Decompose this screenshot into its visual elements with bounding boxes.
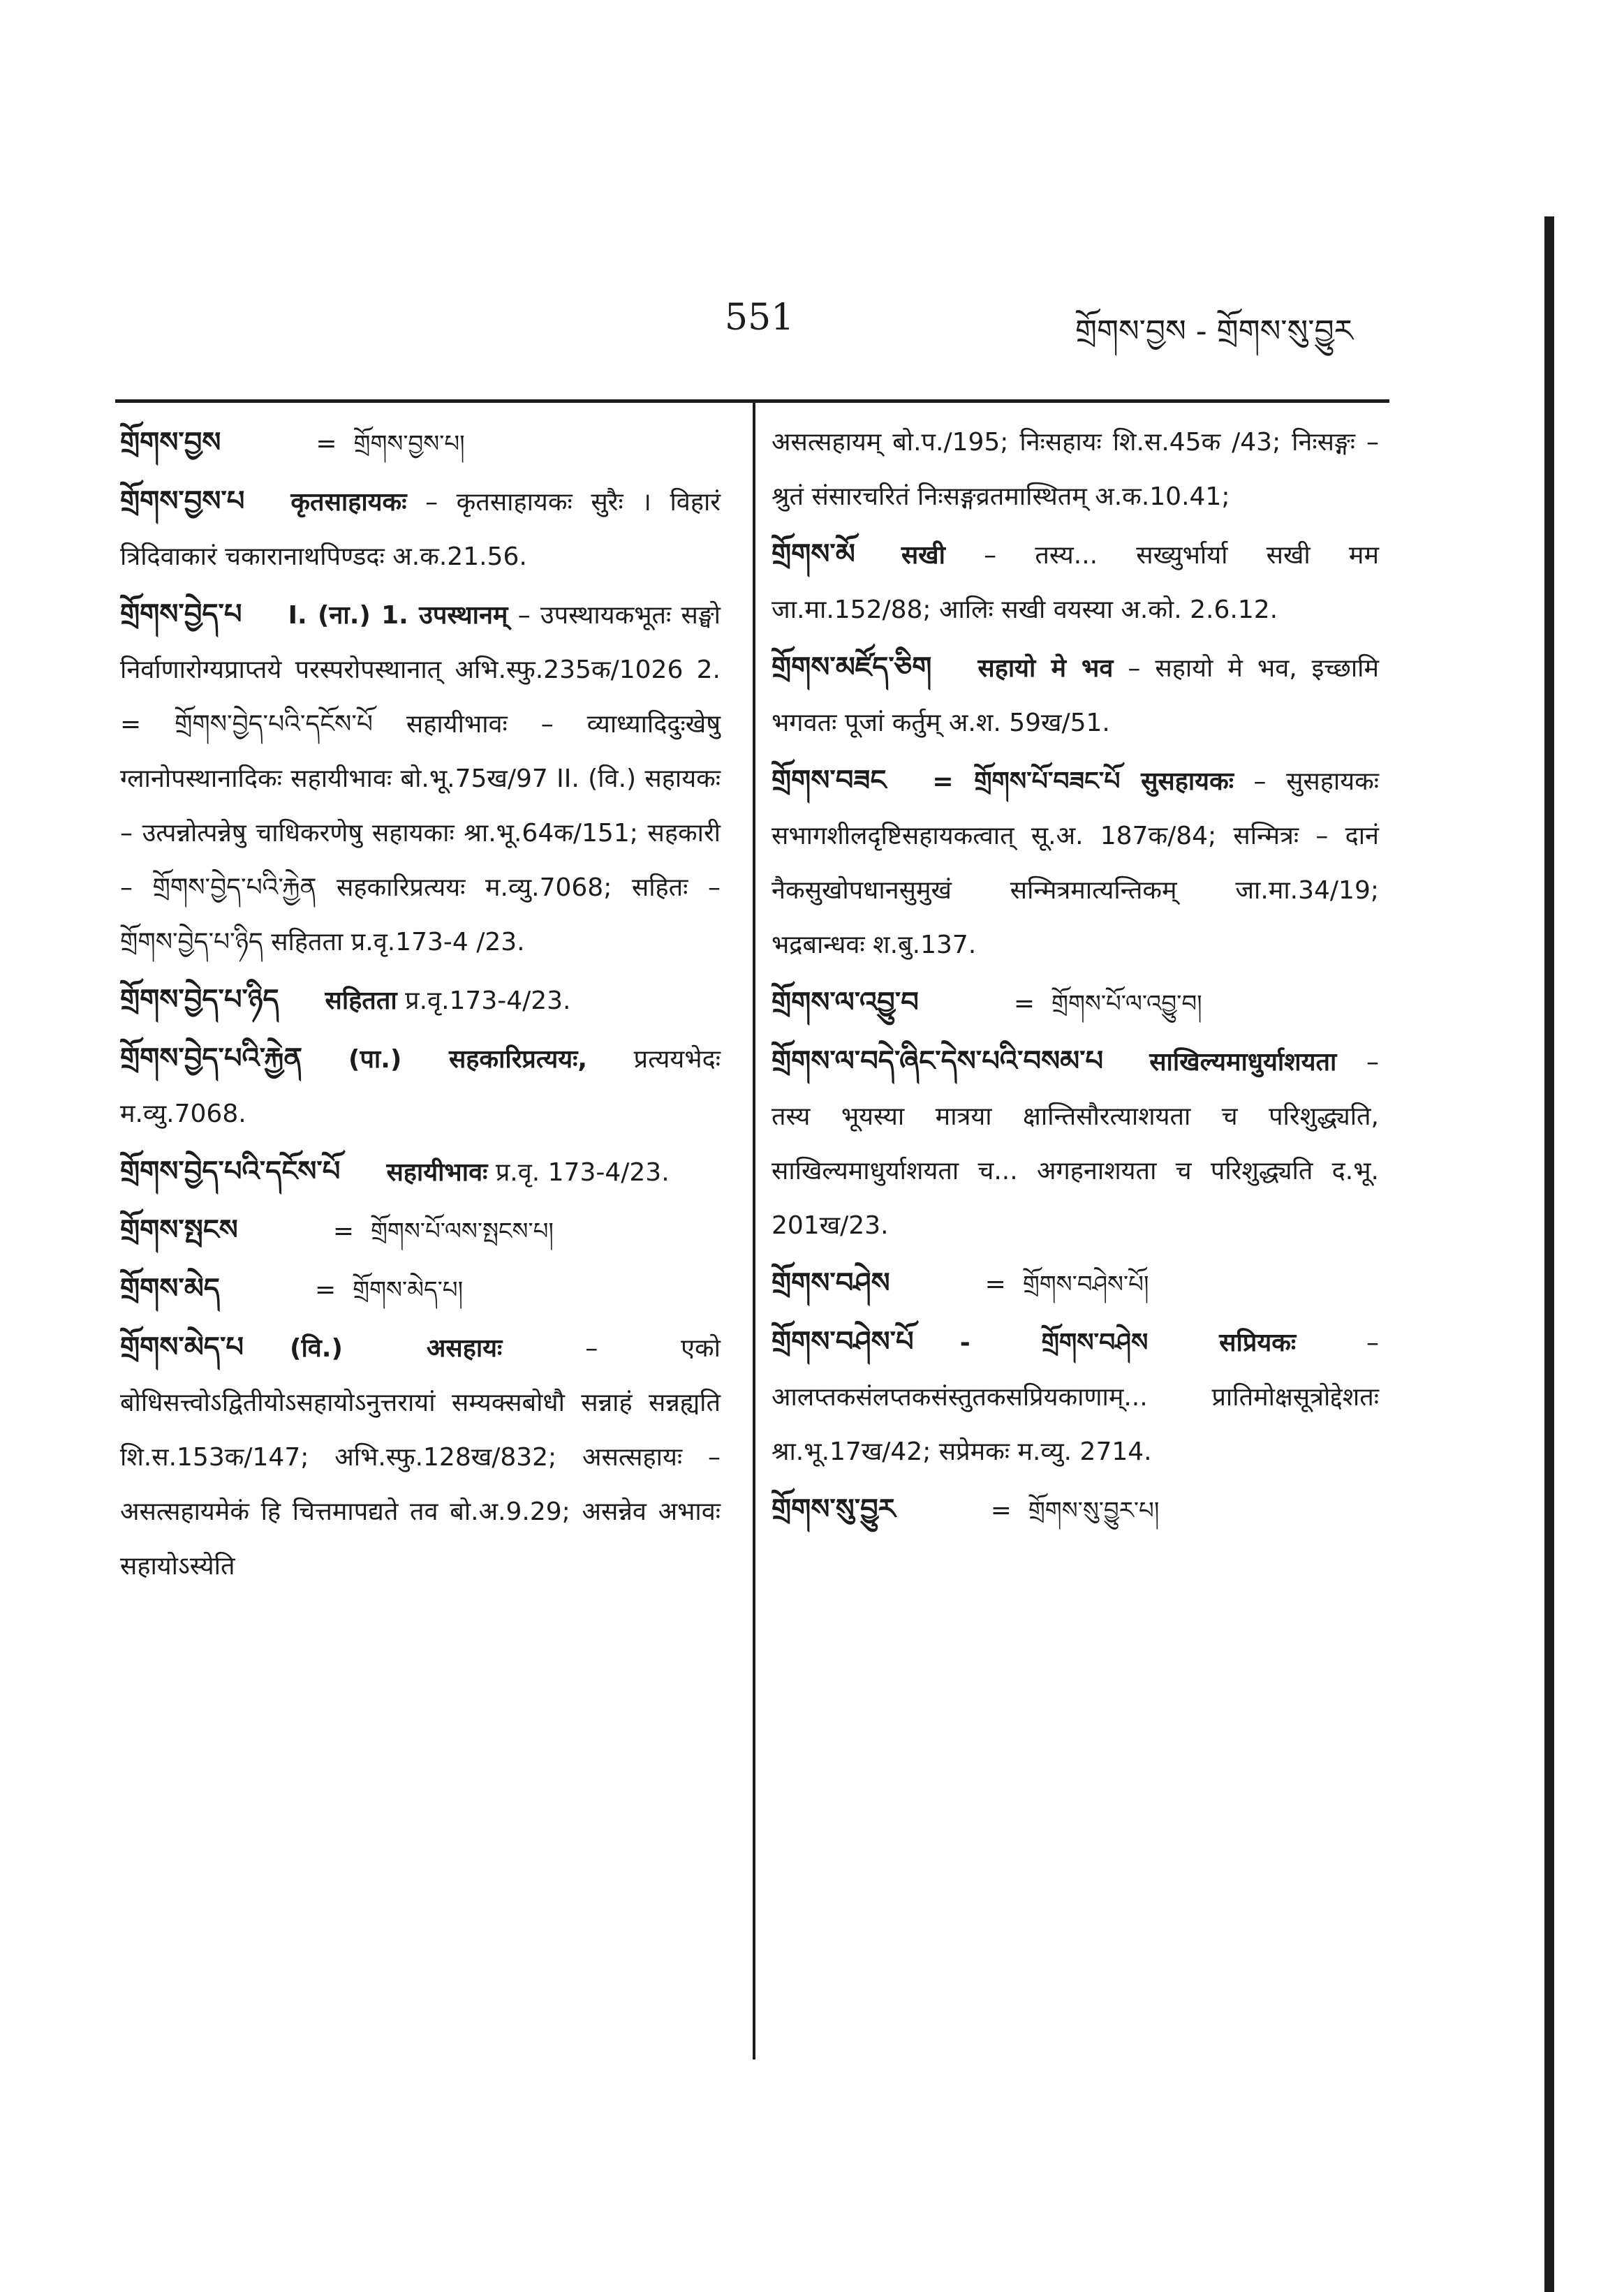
equals-sign: = <box>1013 989 1035 1018</box>
entry-headword: གྲོགས་བྱས <box>120 427 221 459</box>
dictionary-entry <box>120 587 721 970</box>
dictionary-entry <box>120 1144 721 1200</box>
sanskrit-equivalent: (वि.) असहायः <box>290 1334 503 1363</box>
dictionary-entry <box>772 1034 1379 1253</box>
entry-body: – सहायो मे भव, इच्छामि भगवतः पूजां कर्तुम् अ.श. 59ख/51. <box>772 654 1379 737</box>
equals-sign: = <box>984 1270 1006 1299</box>
entry-headword: གྲོགས་མཛོད་ཅིག <box>772 651 932 683</box>
entry-body: प्र.वृ.173-4/23. <box>405 986 571 1015</box>
entry-headword: གྲོགས་བཟང <box>772 764 887 797</box>
equals-sign: = <box>332 1217 354 1245</box>
dictionary-entry <box>772 1315 1379 1479</box>
dictionary-entry <box>772 753 1379 973</box>
sanskrit-equivalent: सहायीभावः <box>386 1158 488 1187</box>
entry-body: – तस्य... सख्युर्भार्या सखी मम जा.मा.152/88; आलिः सखी वयस्या अ.को. 2.6.12. <box>772 541 1379 624</box>
column-divider <box>753 399 755 2060</box>
entry-headword: གྲོགས་བྱེད་པ་ཉིད <box>120 984 279 1016</box>
cross-reference: གྲོགས་སུ་བྱུར་པ། <box>1028 1497 1160 1525</box>
cross-reference: གྲོགས་པོ་ལས་སྤངས་པ། <box>370 1218 554 1245</box>
dictionary-entry <box>120 415 721 471</box>
entry-headword: གྲོགས་ལ་བདེ་ཞིང་དེས་པའི་བསམ་པ <box>772 1045 1104 1077</box>
dictionary-entry <box>120 1320 721 1594</box>
entry-headword: གྲོགས་ལ་འབྱུ་བ <box>772 986 919 1019</box>
entry-body: – सुसहायकः सभागशीलदृष्टिसहायकत्वात् सू.अ. 187क/84; सन्मित्रः – दानं नैकसुखोपधानसुमुखं सन्मित्रमात्यन्तिकम् जा.मा.34/19; भद्रबान्धवः श.बु.137. <box>772 767 1379 959</box>
dictionary-entry <box>120 474 721 584</box>
left-column <box>120 415 721 1597</box>
entry-headword: གྲོགས་བཤེས <box>772 1267 890 1299</box>
entry-headword: གྲོགས་བྱེད་པ <box>120 598 242 630</box>
entry-headword: གྲོགས་མེད་པ <box>120 1331 244 1363</box>
entry-body: – एको बोधिसत्त्वोऽद्वितीयोऽसहायोऽनुत्तरायां सम्यक्सबोधौ सन्नाहं सन्नह्यति शि.स.153क/147; अभि.स्फु.128ख/832; असत्सहायः – असत्सहायमेकं हि चित्तमापद्यते तव बो.अ.9.29; असन्नेव अभावः सहायोऽस्येति <box>120 1334 721 1581</box>
dictionary-entry <box>772 1482 1379 1538</box>
entry-body: प्र.वृ. 173-4/23. <box>495 1158 670 1187</box>
equals-sign: = <box>314 1276 337 1304</box>
sanskrit-equivalent: I. (ना.) 1. उपस्थानम् <box>288 601 508 630</box>
sanskrit-equivalent: सहायो मे भव <box>977 654 1114 683</box>
sanskrit-equivalent: = གྲོགས་པོ་བཟང་པོ सुसहायकः <box>932 767 1234 796</box>
sanskrit-equivalent: सहितता <box>325 986 397 1015</box>
entry-headword: གྲོགས་སུ་བྱུར <box>772 1493 896 1525</box>
dictionary-entry <box>772 527 1379 637</box>
cross-reference: གྲོགས་པོ་ལ་འབྱུ་བ། <box>1051 990 1202 1018</box>
dictionary-entry <box>120 973 721 1028</box>
dictionary-entry <box>772 1256 1379 1312</box>
right-column <box>772 415 1379 1541</box>
running-header: གྲོགས་བྱས - གྲོགས་སུ་བྱུར <box>1075 313 1354 349</box>
entry-body: प्रत्ययभेदः म.व्यु.7068. <box>120 1045 721 1128</box>
sanskrit-equivalent: कृतसाहायकः <box>290 488 407 517</box>
entry-headword: གྲོགས་བྱེད་པའི་རྐྱེན <box>120 1042 302 1074</box>
sanskrit-equivalent: सखी <box>901 541 945 570</box>
entry-headword: གྲོགས་བྱེད་པའི་དངོས་པོ <box>120 1155 341 1188</box>
entry-body: – तस्य भूयस्या मात्रया क्षान्तिसौरत्याशयता च परिशुद्ध्यति, साखिल्यमाधुर्याशयता च... अगहनाशयता च परिशुद्ध्यति द.भू. 201ख/23. <box>772 1048 1379 1240</box>
dictionary-entry <box>772 640 1379 751</box>
entry-headword: གྲོགས་མེད <box>120 1273 220 1305</box>
entry-headword: གྲོགས་བྱས་པ <box>120 485 245 517</box>
sanskrit-equivalent: - གྲོགས་བཤེས सप्रियकः <box>959 1329 1297 1357</box>
cross-reference: གྲོགས་མེད་པ། <box>353 1276 464 1304</box>
binding-edge <box>1544 216 1554 2292</box>
entry-headword: གྲོགས་སྤངས <box>120 1214 238 1246</box>
cross-reference: གྲོགས་བཤེས་པོ། <box>1022 1271 1149 1299</box>
cross-reference: གྲོགས་བྱས་པ། <box>353 430 465 458</box>
entry-body: – कृतसाहायकः सुरैः । विहारं त्रिदिवाकारं चकारानाथपिण्डदः अ.क.21.56. <box>120 488 721 571</box>
entry-headword: གྲོགས་བཤེས་པོ <box>772 1326 914 1358</box>
dictionary-entry <box>772 975 1379 1031</box>
entry-body: – आलप्तकसंलप्तकसंस्तुतकसप्रियकाणाम्... प्रातिमोक्षसूत्रोद्देशतः श्रा.भू.17ख/42; सप्रेमकः म.व्यु. 2714. <box>772 1329 1379 1466</box>
sanskrit-equivalent: (पा.) सहकारिप्रत्ययः, <box>348 1045 588 1074</box>
page-number: 551 <box>725 297 795 339</box>
equals-sign: = <box>990 1496 1012 1525</box>
dictionary-entry <box>120 1031 721 1141</box>
entry-continuation: असत्सहायम् बो.प./195; निःसहायः शि.स.45क /43; निःसङ्गः – श्रुतं संसारचरितं निःसङ्गव्रतमास्थितम् अ.क.10.41; <box>772 428 1379 511</box>
entry-body: – उपस्थायकभूतः सङ्घो निर्वाणारोग्यप्राप्तये परस्परोपस्थानात् अभि.स्फु.235क/1026 2. = གྲོགས་བྱེད་པའི་དངོས་པོ सहायीभावः – व्याध्यादिदुःखेषु ग्लानोपस्थानादिकः सहायीभावः बो.भू.75ख/97 II. (वि.) सहायकः – उत्पन्नोत्पन्नेषु चाधिकरणेषु सहायकाः श्रा.भू.64क/151; सहकारी – གྲོགས་བྱེད་པའི་རྐྱེན सहकारिप्रत्ययः म.व्यु.7068; सहितः – གྲོགས་བྱེད་པ་ཉིད सहितता प्र.वृ.173-4 /23. <box>120 601 721 956</box>
dictionary-entry <box>120 1262 721 1317</box>
sanskrit-equivalent: साखिल्यमाधुर्याशयता <box>1149 1048 1337 1077</box>
dictionary-entry <box>120 1203 721 1259</box>
entry-headword: གྲོགས་མོ <box>772 538 855 570</box>
equals-sign: = <box>316 429 337 458</box>
